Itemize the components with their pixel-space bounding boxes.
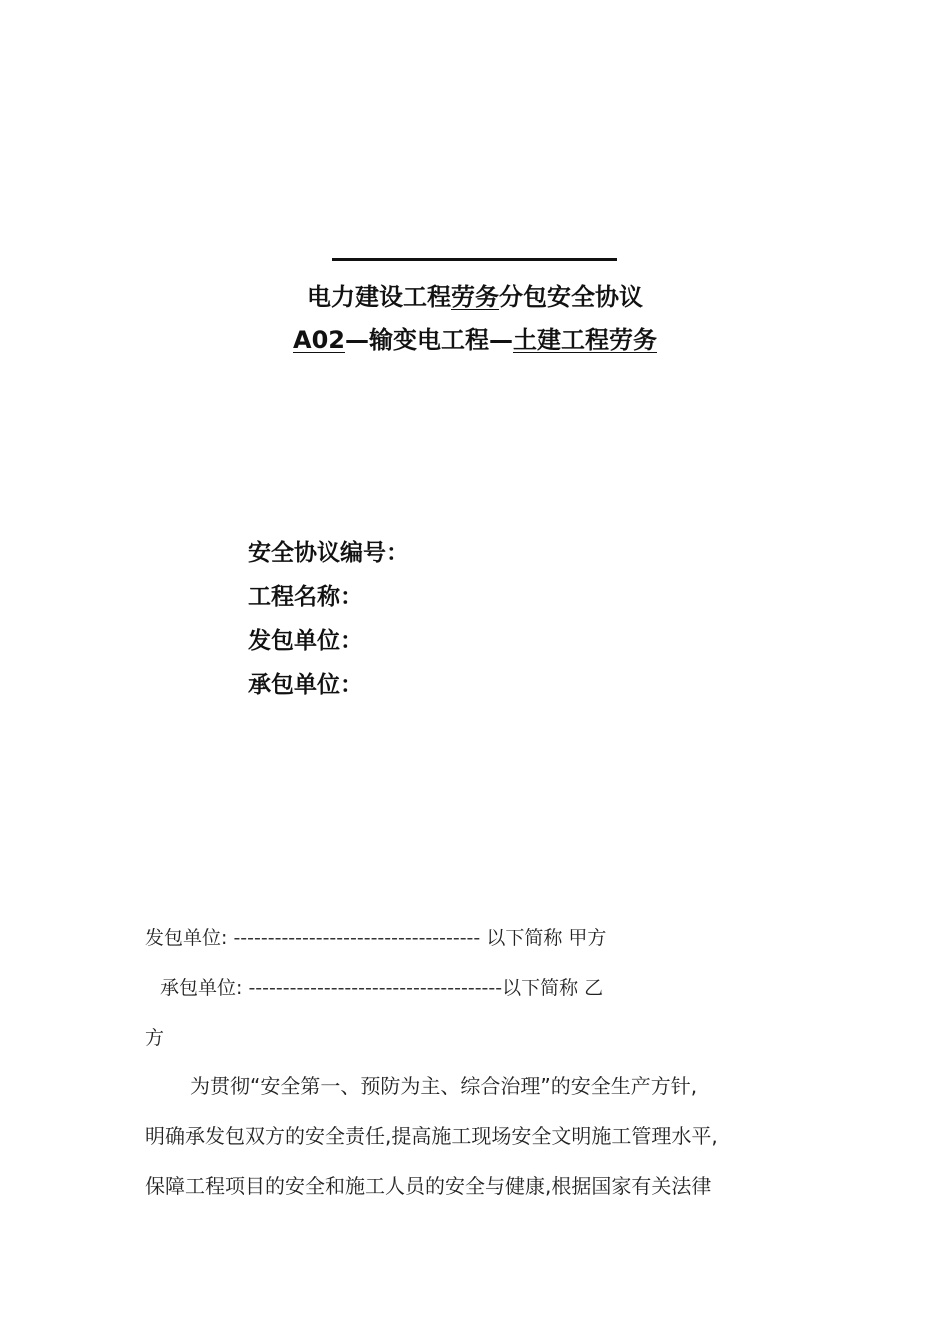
body-paragraph-line-2: 明确承发包双方的安全责任,提高施工现场安全文明施工管理水平, — [145, 1124, 718, 1148]
party-a-suffix: 以下简称 甲方 — [486, 927, 607, 949]
cover-fields — [248, 538, 409, 714]
party-b-wrap: 方 — [145, 1027, 165, 1049]
body-paragraph-line-3: 保障工程项目的安全和施工人员的安全与健康,根据国家有关法律 — [145, 1174, 712, 1198]
field-project-name: 工程名称： — [248, 584, 363, 610]
party-b-suffix: 以下简称 乙 — [502, 977, 604, 999]
document-subtitle — [0, 325, 950, 355]
field-agreement-number: 安全协议编号： — [248, 540, 409, 566]
title-line2-mid: —输变电工程— — [344, 326, 513, 354]
party-a-blank: ------------------------------------ — [233, 927, 481, 949]
title-line1-post: 分包安全协议 — [499, 283, 643, 311]
party-b-label: 承包单位: — [160, 977, 243, 999]
party-b-blank: ------------------------------------- — [248, 977, 503, 999]
title-line2-underlined: 土建工程劳务 — [512, 326, 657, 354]
party-b-line — [160, 975, 603, 1001]
party-a-label: 发包单位: — [145, 927, 228, 949]
title-line1-pre: 电力建设工程 — [307, 283, 451, 311]
title-line1-underlined: 劳务 — [451, 283, 499, 311]
title-line2-code: A02 — [293, 326, 345, 354]
field-contractor: 发包单位： — [248, 628, 363, 654]
field-subcontractor: 承包单位： — [248, 672, 363, 698]
document-title — [0, 282, 950, 312]
title-top-rule — [332, 258, 617, 261]
body-paragraph-line-1: 为贯彻“安全第一、预防为主、综合治理”的安全生产方针, — [190, 1074, 698, 1098]
party-a-line — [145, 925, 606, 951]
